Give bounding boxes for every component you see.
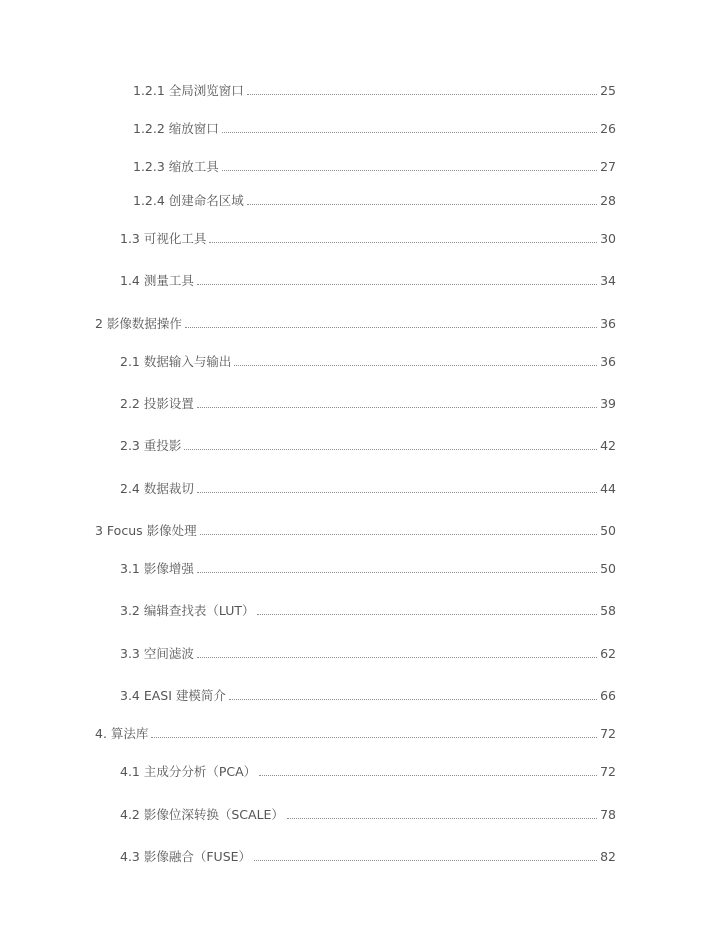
toc-entry[interactable]: [120, 685, 616, 703]
toc-entry-page: 26: [600, 121, 616, 136]
toc-entry[interactable]: [133, 190, 616, 208]
toc-entry-title: 1.2.3 缩放工具: [133, 159, 219, 174]
toc-entry-title: 3.4 EASI 建模简介: [120, 688, 226, 703]
toc-entry-page: 39: [600, 396, 616, 411]
toc-dot-leader: [247, 94, 597, 95]
toc-dot-leader: [185, 327, 597, 328]
toc-entry-title: 3.2 编辑查找表（LUT）: [120, 603, 255, 618]
toc-entry-title: 3 Focus 影像处理: [95, 523, 197, 538]
toc-dot-leader: [197, 284, 597, 285]
toc-entry-page: 50: [600, 523, 616, 538]
toc-entry-title: 1.2.4 创建命名区域: [133, 193, 244, 208]
toc-entry-title: 4.2 影像位深转换（SCALE）: [120, 807, 284, 822]
toc-entry-page: 28: [600, 193, 616, 208]
toc-entry-page: 44: [600, 481, 616, 496]
toc-entry-page: 78: [600, 807, 616, 822]
toc-dot-leader: [222, 170, 597, 171]
toc-entry-title: 1.2.2 缩放窗口: [133, 121, 219, 136]
toc-entry-page: 27: [600, 159, 616, 174]
toc-dot-leader: [151, 737, 597, 738]
toc-entry-page: 42: [600, 438, 616, 453]
toc-entry-page: 72: [600, 726, 616, 741]
toc-dot-leader: [254, 860, 597, 861]
toc-entry-title: 2.3 重投影: [120, 438, 182, 453]
toc-entry-page: 25: [600, 83, 616, 98]
toc-dot-leader: [209, 242, 597, 243]
toc-entry[interactable]: [120, 600, 616, 618]
toc-entry[interactable]: [95, 313, 616, 331]
toc-entry[interactable]: [133, 80, 616, 98]
toc-entry[interactable]: [120, 351, 616, 369]
toc-dot-leader: [197, 492, 597, 493]
toc-entry[interactable]: [120, 270, 616, 288]
toc-dot-leader: [287, 818, 597, 819]
toc-entry[interactable]: [120, 228, 616, 246]
toc-entry-page: 82: [600, 849, 616, 864]
toc-entry-page: 58: [600, 603, 616, 618]
toc-dot-leader: [257, 614, 597, 615]
toc-entry[interactable]: [120, 435, 616, 453]
toc-entry-page: 36: [600, 316, 616, 331]
toc-entry-title: 2.4 数据裁切: [120, 481, 194, 496]
toc-entry-title: 2.2 投影设置: [120, 396, 194, 411]
toc-dot-leader: [247, 204, 597, 205]
toc-entry-page: 34: [600, 273, 616, 288]
toc-dot-leader: [222, 132, 597, 133]
toc-entry-title: 1.3 可视化工具: [120, 231, 207, 246]
toc-entry-page: 30: [600, 231, 616, 246]
toc-entry[interactable]: [133, 156, 616, 174]
toc-entry[interactable]: [120, 478, 616, 496]
toc-entry-title: 4.3 影像融合（FUSE）: [120, 849, 252, 864]
toc-entry[interactable]: [120, 761, 616, 779]
toc-entry[interactable]: [95, 520, 616, 538]
toc-entry-page: 62: [600, 646, 616, 661]
toc-dot-leader: [197, 407, 597, 408]
toc-dot-leader: [229, 699, 597, 700]
toc-entry-title: 3.3 空间滤波: [120, 646, 194, 661]
toc-entry-title: 4.1 主成分分析（PCA）: [120, 764, 257, 779]
toc-entry[interactable]: [133, 118, 616, 136]
toc-entry-page: 72: [600, 764, 616, 779]
toc-entry-page: 66: [600, 688, 616, 703]
toc-entry-title: 4. 算法库: [95, 726, 149, 741]
toc-entry[interactable]: [120, 393, 616, 411]
toc-dot-leader: [200, 534, 597, 535]
toc-dot-leader: [234, 365, 597, 366]
toc-entry[interactable]: [120, 804, 616, 822]
toc-entry-title: 2 影像数据操作: [95, 316, 182, 331]
toc-dot-leader: [197, 657, 597, 658]
toc-entry-title: 3.1 影像增强: [120, 561, 194, 576]
toc-entry[interactable]: [120, 558, 616, 576]
toc-entry[interactable]: [95, 723, 616, 741]
toc-entry-page: 50: [600, 561, 616, 576]
toc-entry[interactable]: [120, 643, 616, 661]
toc-dot-leader: [184, 449, 597, 450]
toc-entry-title: 1.4 测量工具: [120, 273, 194, 288]
toc-dot-leader: [197, 572, 597, 573]
toc-dot-leader: [259, 775, 597, 776]
toc-entry[interactable]: [120, 846, 616, 864]
toc-entry-title: 1.2.1 全局浏览窗口: [133, 83, 244, 98]
toc-entry-title: 2.1 数据输入与输出: [120, 354, 232, 369]
toc-entry-page: 36: [600, 354, 616, 369]
